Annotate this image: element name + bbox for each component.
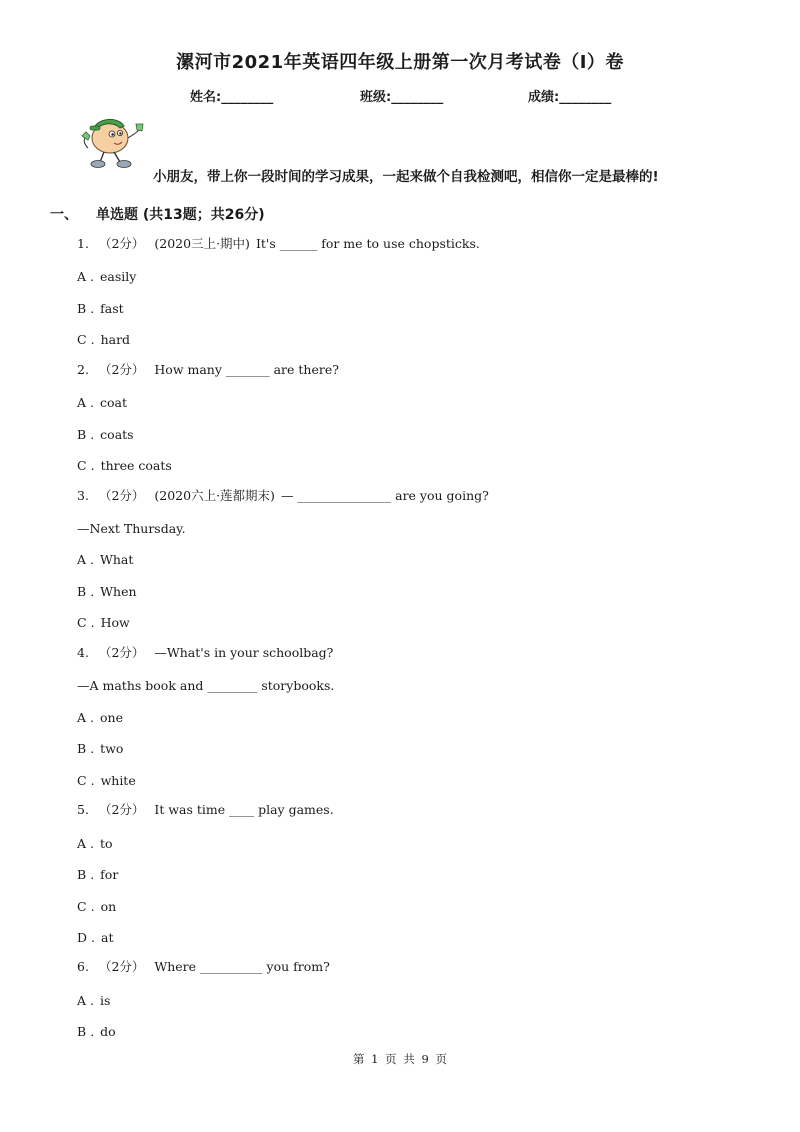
option-4b[interactable] [77,741,123,757]
option-separator: . [90,584,95,599]
option-text: at [101,930,114,945]
question-4-answer-line: —A maths book and ________ storybooks. [77,678,335,693]
question-score: （2分） [98,959,145,974]
option-letter: A [77,993,87,1008]
option-6b[interactable] [77,1024,116,1040]
option-text: When [100,584,137,599]
cartoon-mascot-icon [80,114,146,170]
option-text: coat [100,395,128,410]
option-text: white [100,773,136,788]
option-separator: . [90,395,95,410]
question-4 [77,645,333,661]
page-title: 漯河市2021年英语四年级上册第一次月考试卷（I）卷 [176,52,624,73]
option-text: fast [100,301,124,316]
option-letter: B [77,741,87,756]
question-score: （2分） [98,488,145,503]
option-separator: . [90,899,95,914]
question-5 [77,802,334,818]
question-source: (2020六上·莲都期末) [154,488,275,503]
option-text: one [100,710,123,725]
page-footer: 第 1 页 共 9 页 [353,1052,447,1066]
option-letter: B [77,427,87,442]
option-letter: A [77,836,87,851]
option-separator: . [90,1024,95,1039]
option-separator: . [90,332,95,347]
option-letter: C [77,899,87,914]
option-separator: . [90,552,95,567]
option-text: hard [100,332,131,347]
option-text: two [100,741,124,756]
option-separator: . [90,427,95,442]
question-number: 3. [77,488,89,503]
question-number: 2. [77,362,89,377]
question-text: It was time ____ play games. [154,802,334,817]
option-letter: A [77,710,87,725]
option-text: How [100,615,130,630]
option-2c[interactable] [77,458,172,474]
option-text: for [100,867,119,882]
option-separator: . [90,773,95,788]
option-1a[interactable] [77,269,136,285]
option-letter: C [77,773,87,788]
name-field[interactable]: 姓名:________ [190,90,274,105]
question-3-answer-line: —Next Thursday. [77,521,186,536]
question-text: Where __________ you from? [154,959,330,974]
question-number: 5. [77,802,89,817]
question-text: —What's in your schoolbag? [154,645,334,660]
option-3b[interactable] [77,584,137,600]
question-1 [77,236,480,252]
option-letter: A [77,269,87,284]
question-2 [77,362,339,378]
encouragement-text: 小朋友，带上你一段时间的学习成果，一起来做个自我检测吧，相信你一定是最棒的! [153,169,659,185]
question-score: （2分） [98,362,145,377]
option-letter: A [77,552,87,567]
option-separator: . [90,741,95,756]
option-text: on [100,899,117,914]
option-5b[interactable] [77,867,118,883]
option-text: What [100,552,134,567]
section-heading [50,204,265,224]
option-letter: B [77,867,87,882]
option-letter: C [77,458,87,473]
option-letter: B [77,584,87,599]
option-5c[interactable] [77,899,116,915]
option-1c[interactable] [77,332,130,348]
class-field[interactable]: 班级:________ [360,90,444,105]
option-letter: C [77,615,87,630]
option-letter: B [77,301,87,316]
option-text: is [100,993,111,1008]
option-separator: . [90,710,95,725]
option-2a[interactable] [77,395,127,411]
option-letter: D [77,930,88,945]
option-text: to [100,836,113,851]
option-text: easily [100,269,137,284]
section-number: 一、 [50,207,78,223]
question-number: 4. [77,645,89,660]
option-separator: . [90,301,95,316]
option-separator: . [90,615,95,630]
question-3 [77,488,489,504]
option-letter: C [77,332,87,347]
option-4c[interactable] [77,773,136,789]
option-text: coats [100,427,134,442]
option-separator: . [91,930,96,945]
option-6a[interactable] [77,993,110,1009]
question-text: — _______________ are you going? [280,488,489,503]
option-4a[interactable] [77,710,123,726]
option-separator: . [90,269,95,284]
option-separator: . [90,993,95,1008]
question-text: It's ______ for me to use chopsticks. [255,236,480,251]
option-separator: . [90,836,95,851]
score-field[interactable]: 成绩:________ [528,90,612,105]
option-5a[interactable] [77,836,113,852]
option-letter: A [77,395,87,410]
option-3c[interactable] [77,615,130,631]
option-text: do [100,1024,116,1039]
question-text: How many _______ are there? [154,362,339,377]
option-separator: . [90,867,95,882]
question-6 [77,959,330,975]
option-1b[interactable] [77,301,124,317]
question-score: （2分） [98,645,145,660]
option-letter: B [77,1024,87,1039]
section-title: 单选题 (共13题；共26分) [96,207,265,223]
question-number: 6. [77,959,89,974]
option-5d[interactable] [77,930,114,946]
question-score: （2分） [98,236,145,251]
option-separator: . [90,458,95,473]
question-score: （2分） [98,802,145,817]
student-info-row [0,86,800,108]
option-3a[interactable] [77,552,133,568]
option-2b[interactable] [77,427,134,443]
question-number: 1. [77,236,89,251]
question-source: (2020三上·期中) [154,236,250,251]
option-text: three coats [100,458,172,473]
